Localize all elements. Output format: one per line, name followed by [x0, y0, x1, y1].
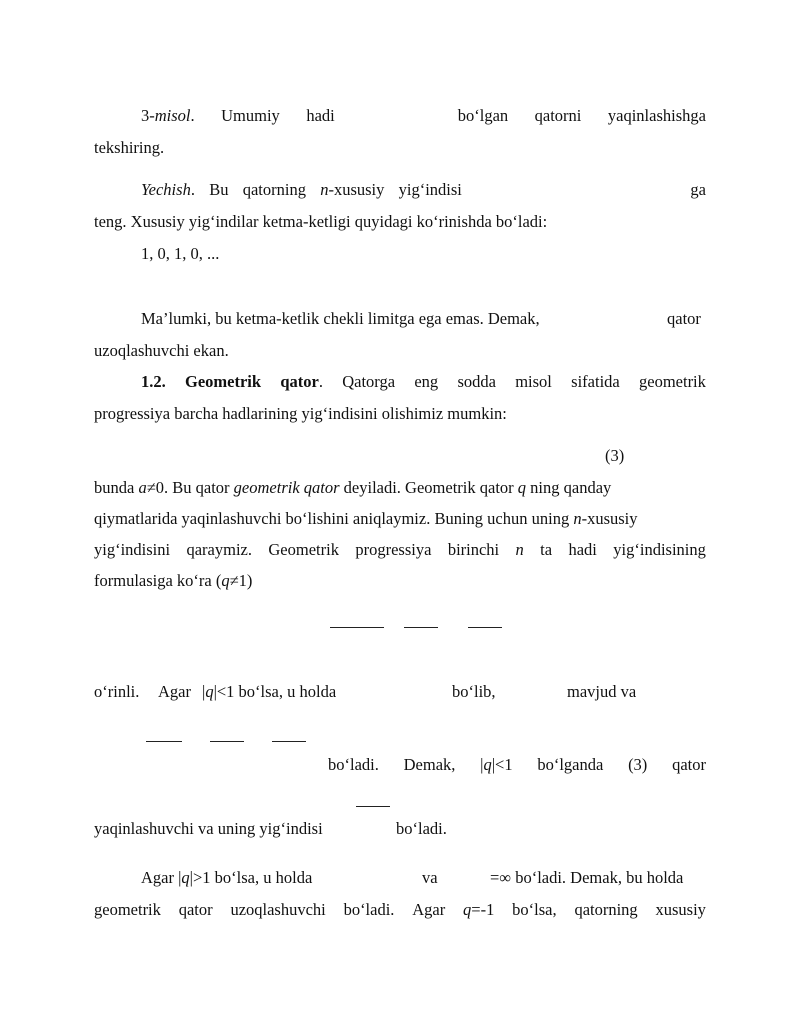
word: qatorning	[574, 900, 638, 919]
word: bo‘ladi.	[328, 755, 379, 774]
word: Geometrik	[268, 540, 339, 559]
fraction-bar	[272, 741, 306, 742]
word: mavjud va	[567, 682, 637, 701]
word: o‘rinli.	[94, 682, 140, 701]
word: Agar	[412, 900, 446, 919]
text-line: uzoqlashuvchi ekan.	[94, 341, 229, 360]
formula-placeholder	[476, 180, 676, 200]
word: eng	[414, 372, 439, 391]
text-line	[328, 755, 706, 775]
word: n-xususiy	[320, 180, 385, 199]
word: 3-misol.	[141, 106, 195, 125]
text-line: Agar |q|>1 bo‘lsa, u holda	[141, 868, 313, 887]
word: bo‘ladi.	[343, 900, 395, 919]
fraction-bar	[146, 741, 182, 742]
word: yaqinlashishga	[607, 106, 706, 125]
section-title: Geometrik	[185, 372, 262, 391]
text-line: =∞ bo‘ladi. Demak, bu holda	[490, 868, 684, 887]
text-line: bunda a≠0. Bu qator geometrik qator deyiladi. Geometrik qator q ning qanday	[94, 478, 612, 497]
word: va	[422, 868, 438, 887]
sequence-line: 1, 0, 1, 0, ...	[141, 244, 220, 263]
word: (3)	[628, 755, 648, 774]
word: birinchi	[447, 540, 500, 559]
fraction-bar	[356, 806, 390, 807]
equation-number: (3)	[605, 446, 625, 465]
text-line: qiymatlarida yaqinlashuvchi bo‘lishini aniqlaymiz. Buning uchun uning n-xususiy	[94, 509, 638, 528]
section-title: qator.	[280, 372, 323, 391]
word: bo‘lib,	[452, 682, 496, 701]
word: yig‘indisining	[613, 540, 706, 559]
word: bo‘lgan	[457, 106, 509, 125]
word: Bu	[209, 180, 229, 199]
word: Yechish.	[141, 180, 195, 199]
word: q=-1	[463, 900, 495, 919]
word: Agar	[158, 682, 191, 701]
word: geometrik	[639, 372, 706, 391]
word: bo‘lganda	[537, 755, 604, 774]
word: misol	[515, 372, 552, 391]
solution-line	[141, 180, 706, 200]
word: ta	[540, 540, 553, 559]
word: bo‘ladi.	[396, 819, 447, 838]
formula-placeholder	[361, 106, 431, 126]
text-line: yaqinlashuvchi va uning yig‘indisi	[94, 819, 323, 838]
text-line: progressiya barcha hadlarining yig‘indisini olishimiz mumkin:	[94, 404, 507, 423]
fraction-bar	[468, 627, 502, 628]
fraction-bar	[404, 627, 438, 628]
word: qator	[667, 309, 701, 328]
text-line: formulasiga ko‘ra (q≠1)	[94, 571, 253, 590]
word: |q|<1	[480, 755, 513, 774]
word: hadi	[306, 106, 335, 125]
word: Qatorga	[342, 372, 396, 391]
text-line: tekshiring.	[94, 138, 165, 157]
word: Umumiy	[221, 106, 280, 125]
word: yig‘indisini	[94, 540, 171, 559]
word: n	[515, 540, 524, 559]
example-3-heading-line	[141, 106, 706, 126]
text-line	[94, 540, 706, 560]
text-line: |q|<1 bo‘lsa, u holda	[202, 682, 337, 701]
word: ga	[690, 180, 706, 199]
word: hadi	[568, 540, 597, 559]
text-line	[94, 900, 706, 920]
word: qatorni	[534, 106, 582, 125]
text-line: teng. Xususiy yig‘indilar ketma-ketligi quyidagi ko‘rinishda bo‘ladi:	[94, 212, 548, 231]
word: geometrik	[94, 900, 161, 919]
word: sodda	[457, 372, 496, 391]
word: sifatida	[571, 372, 620, 391]
text-line: Ma’lumki, bu ketma-ketlik chekli limitga ega emas. Demak,	[141, 309, 540, 328]
word: qatorning	[242, 180, 306, 199]
word: yig‘indisi	[398, 180, 462, 199]
fraction-bar	[330, 627, 384, 628]
fraction-bar	[210, 741, 244, 742]
word: xususiy	[655, 900, 706, 919]
word: qator	[178, 900, 213, 919]
word: progressiya	[355, 540, 432, 559]
word: qaraymiz.	[186, 540, 252, 559]
word: qator	[672, 755, 706, 774]
word: bo‘lsa,	[512, 900, 557, 919]
section-heading-line	[141, 372, 706, 392]
word: uzoqlashuvchi	[230, 900, 326, 919]
word: Demak,	[403, 755, 456, 774]
section-number: 1.2.	[141, 372, 166, 391]
